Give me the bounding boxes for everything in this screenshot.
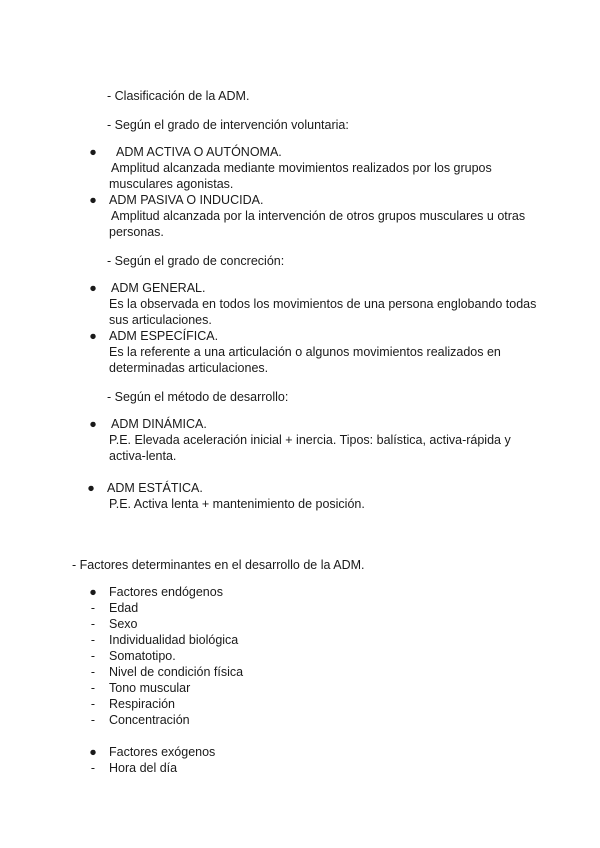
bullet-icon: ●	[89, 329, 97, 343]
dash-marker: -	[90, 761, 96, 775]
item-desc-line: personas.	[109, 225, 164, 239]
item-title-pasiva: ADM PASIVA O INDUCIDA.	[109, 193, 264, 207]
dash-marker: -	[90, 649, 96, 663]
section-heading-factores: - Factores determinantes en el desarrollo de la ADM.	[72, 558, 365, 572]
dash-marker: -	[90, 697, 96, 711]
list-item: Somatotipo.	[109, 649, 176, 663]
item-title-general: ADM GENERAL.	[111, 281, 206, 295]
list-item: Hora del día	[109, 761, 178, 775]
item-desc-line: Amplitud alcanzada mediante movimientos realizados por los grupos	[111, 161, 492, 175]
item-desc-line: P.E. Activa lenta + mantenimiento de posición.	[109, 497, 365, 511]
list-item: Nivel de condición física	[109, 665, 244, 679]
list-item: Sexo	[109, 617, 138, 631]
item-title-activa: ADM ACTIVA O AUTÓNOMA.	[116, 145, 282, 159]
list-item: Edad	[109, 601, 139, 615]
dash-marker: -	[90, 681, 96, 695]
item-title-especifica: ADM ESPECÍFICA.	[109, 329, 219, 343]
item-desc-line: Es la referente a una articulación o algunos movimientos realizados en	[109, 345, 501, 359]
list-item: Individualidad biológica	[109, 633, 239, 647]
item-desc-line: determinadas articulaciones.	[109, 361, 269, 375]
item-desc-line: P.E. Elevada aceleración inicial + inercia. Tipos: balística, activa-rápida y	[109, 433, 511, 447]
dash-marker: -	[90, 601, 96, 615]
dash-marker: -	[90, 633, 96, 647]
dash-marker: -	[90, 713, 96, 727]
dash-marker: -	[90, 617, 96, 631]
item-desc-line: Es la observada en todos los movimientos de una persona englobando todas	[109, 297, 537, 311]
group-title-endogenos: Factores endógenos	[109, 585, 223, 599]
bullet-icon: ●	[89, 417, 97, 431]
bullet-icon: ●	[89, 585, 97, 599]
dash-marker: -	[90, 665, 96, 679]
bullet-icon: ●	[89, 745, 97, 759]
item-title-estatica: ADM ESTÁTICA.	[107, 481, 203, 495]
subheading-concrecion: - Según el grado de concreción:	[107, 254, 285, 268]
item-desc-line: musculares agonistas.	[109, 177, 234, 191]
bullet-icon: ●	[89, 281, 97, 295]
subheading-metodo: - Según el método de desarrollo:	[107, 390, 289, 404]
list-item: Respiración	[109, 697, 176, 711]
item-title-dinamica: ADM DINÁMICA.	[111, 417, 207, 431]
bullet-icon: ●	[87, 481, 95, 495]
list-item: Tono muscular	[109, 681, 191, 695]
bullet-icon: ●	[89, 145, 97, 159]
bullet-icon: ●	[89, 193, 97, 207]
subheading-voluntaria: - Según el grado de intervención voluntaria:	[107, 118, 349, 132]
item-desc-line: activa-lenta.	[109, 449, 177, 463]
list-item: Concentración	[109, 713, 190, 727]
item-desc-line: sus articulaciones.	[109, 313, 212, 327]
item-desc-line: Amplitud alcanzada por la intervención de otros grupos musculares u otras	[111, 209, 526, 223]
section-heading-clasificacion: - Clasificación de la ADM.	[107, 89, 250, 103]
group-title-exogenos: Factores exógenos	[109, 745, 216, 759]
